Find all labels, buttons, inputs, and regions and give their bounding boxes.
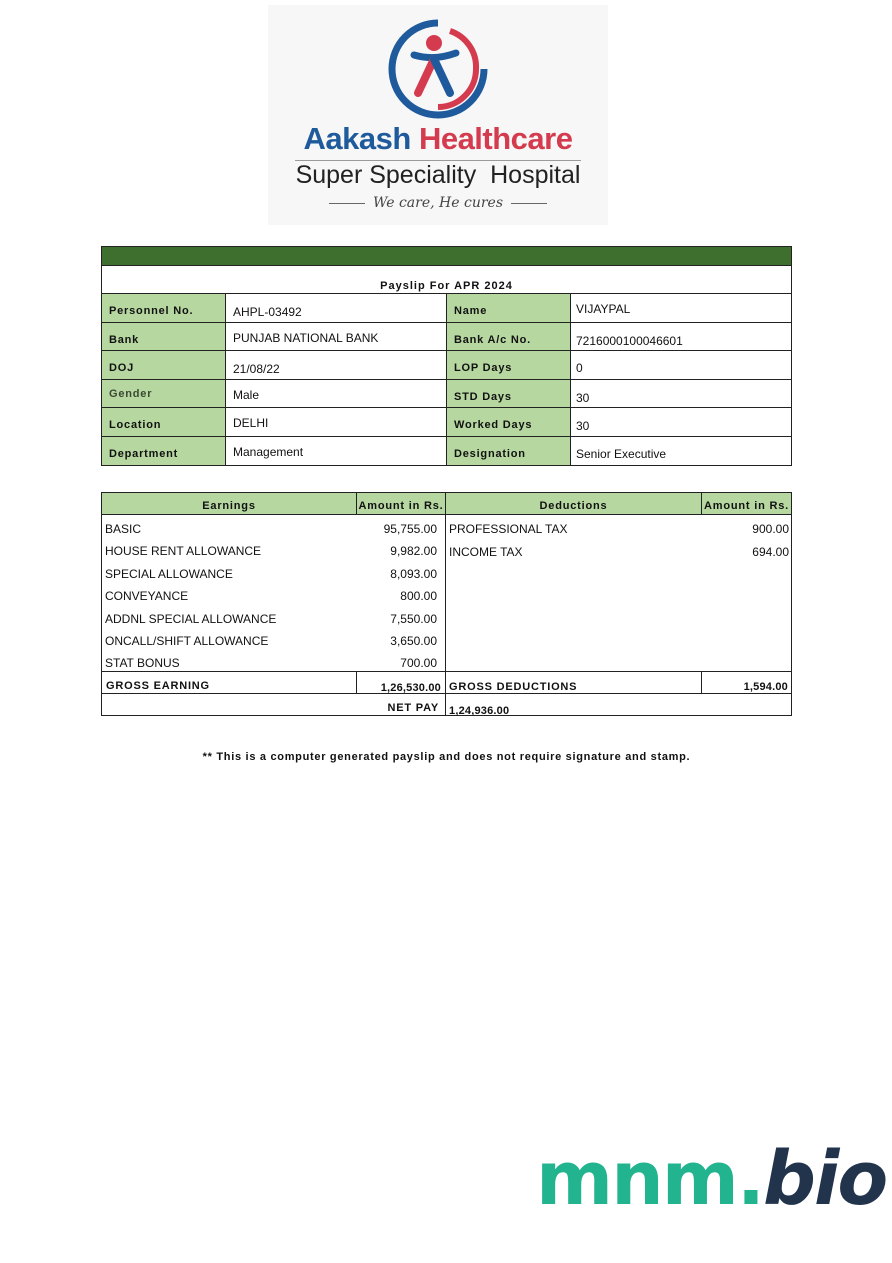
name-value: VIJAYPAL: [576, 302, 631, 316]
lop-days-label: LOP Days: [447, 351, 571, 379]
bank-label: Bank: [102, 323, 226, 351]
deduction-amount: 900.00: [752, 522, 789, 536]
worked-days-value: 30: [576, 419, 590, 433]
header-bar: [102, 247, 791, 266]
earning-amount: 3,650.00: [390, 633, 437, 648]
table-header: [102, 493, 791, 515]
earnings-deductions-table: [101, 492, 792, 716]
earning-name: SPECIAL ALLOWANCE: [105, 566, 233, 581]
doj-label: DOJ: [102, 351, 226, 379]
earning-amount: 7,550.00: [390, 611, 437, 626]
gross-earning-label: GROSS EARNING: [102, 672, 357, 693]
deductions-header: Deductions: [446, 493, 702, 514]
deduction-name: PROFESSIONAL TAX: [449, 522, 568, 536]
earning-name: ADDNL SPECIAL ALLOWANCE: [105, 611, 277, 626]
employee-info-table: [101, 246, 792, 466]
worked-days-label: Worked Days: [447, 408, 571, 436]
table-body: [102, 515, 791, 672]
department-label: Department: [102, 437, 226, 466]
net-pay-label: NET PAY: [102, 694, 446, 715]
earning-row: [102, 522, 445, 544]
name-label: Name: [447, 294, 571, 322]
hospital-emblem-icon: [388, 19, 488, 119]
earning-row: [102, 544, 445, 566]
info-row: [102, 437, 791, 466]
logo-subtitle: Super Speciality Hospital: [295, 161, 581, 189]
earnings-header: Earnings: [102, 493, 357, 514]
deduction-row: [446, 522, 791, 544]
gender-value: Male: [226, 380, 447, 408]
earnings-column: [102, 515, 446, 671]
earning-amount: 95,755.00: [383, 522, 437, 536]
earning-amount: 800.00: [400, 589, 437, 604]
bank-account-label: Bank A/c No.: [447, 323, 571, 351]
earning-row: [102, 634, 445, 656]
gross-earning-value: 1,26,530.00: [357, 672, 446, 693]
tagline-dash-right: [511, 203, 547, 204]
lop-days-value: 0: [576, 361, 583, 375]
info-row: [102, 351, 791, 380]
tagline-text: We care, He cures: [372, 195, 503, 211]
footer-note: ** This is a computer generated payslip and does not require signature and stamp.: [202, 751, 691, 763]
watermark: [536, 1136, 887, 1222]
info-row: [102, 294, 791, 323]
personnel-no-value: AHPL-03492: [226, 294, 447, 322]
earning-row: [102, 612, 445, 634]
department-value: Management: [226, 437, 447, 466]
watermark-part1: mnm.: [536, 1136, 764, 1222]
logo-tagline: [268, 195, 608, 211]
earning-name: ONCALL/SHIFT ALLOWANCE: [105, 633, 269, 648]
deduction-name: INCOME TAX: [449, 545, 523, 560]
std-days-value: 30: [576, 390, 590, 405]
bank-value: PUNJAB NATIONAL BANK: [226, 323, 447, 351]
deduction-amount: 694.00: [752, 545, 789, 560]
gender-label: Gender: [102, 380, 226, 408]
watermark-part2: bio: [763, 1136, 887, 1222]
designation-value: Senior Executive: [576, 446, 667, 461]
location-label: Location: [102, 408, 226, 436]
net-pay-value: 1,24,936.00: [449, 705, 510, 717]
deduction-row: [446, 545, 791, 567]
earnings-amount-header: Amount in Rs.: [357, 493, 446, 514]
designation-label: Designation: [447, 437, 571, 466]
location-value: DELHI: [226, 408, 447, 436]
info-row: [102, 408, 791, 437]
doj-value: 21/08/22: [226, 351, 447, 379]
brand-name: Aakash Healthcare: [303, 121, 573, 156]
net-pay-row: [102, 694, 791, 715]
personnel-no-label: Personnel No.: [102, 294, 226, 322]
tagline-dash-left: [329, 203, 365, 204]
std-days-label: STD Days: [447, 380, 571, 408]
info-row: [102, 323, 791, 352]
earning-amount: 8,093.00: [390, 566, 437, 581]
earning-name: BASIC: [105, 522, 142, 536]
bank-account-value: 7216000100046601: [576, 333, 683, 348]
gross-row: [102, 672, 791, 694]
info-row: [102, 380, 791, 409]
earning-amount: 700.00: [400, 656, 437, 671]
hospital-logo: [268, 5, 608, 225]
earning-name: CONVEYANCE: [105, 589, 189, 604]
gross-deductions-label: GROSS DEDUCTIONS: [446, 672, 702, 693]
gross-deductions-value: 1,594.00: [743, 681, 788, 693]
earning-name: STAT BONUS: [105, 656, 180, 671]
earning-amount: 9,982.00: [390, 544, 437, 559]
payslip-title: Payslip For APR 2024: [102, 266, 791, 294]
earning-name: HOUSE RENT ALLOWANCE: [105, 544, 262, 559]
earning-row: [102, 567, 445, 589]
deductions-column: [446, 515, 791, 671]
deductions-amount-header: Amount in Rs.: [704, 500, 789, 512]
earning-row: [102, 589, 445, 611]
